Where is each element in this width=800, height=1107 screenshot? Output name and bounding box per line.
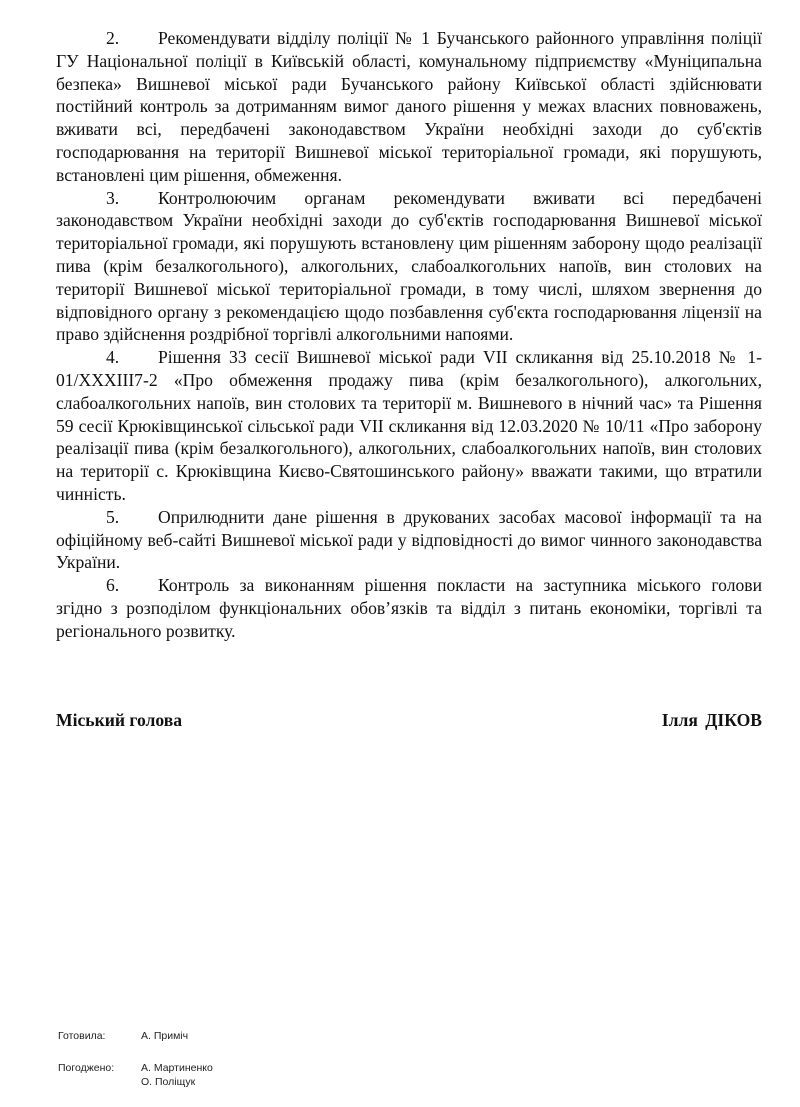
paragraph-text: Рекомендувати відділу поліції № 1 Бучанського районного управління поліції ГУ Національної поліції в Київській області, комунальному підприємству «Муніципальна безпека» Вишневої міської ради Бучанського району Київської області здійснювати постійний контроль за дотриманням вимог даного рішення у межах власних повноважень, вживати всі, передбачені законодавством України необхідні заходи до суб'єктів господарювання на території Вишневої міської територіальної громади, які порушують, встановлені цим рішення, обмеження. [56, 28, 762, 185]
paragraph-5 [56, 506, 762, 574]
paragraph-text: Контролюючим органам рекомендувати вживати всі передбачені законодавством України необхідні заходи до суб'єктів господарювання Вишневої міської територіальної громади, які порушують встановлену цим рішенням заборону щодо реалізації пива (крім безалкогольного), алкогольних, слабоалкогольних напоїв, вин столових на території Вишневої міської територіальної громади, в тому числі, шляхом звернення до відповідного органу з рекомендацією щодо позбавлення суб'єкта господарювання ліцензії на право здійснення роздрібної торгівлі алкогольними напоями. [56, 187, 762, 345]
decision-body [56, 27, 762, 643]
paragraph-text: Рішення 33 сесії Вишневої міської ради VII скликання від 25.10.2018 № 1-01/XXXIII7-2 «Про обмеження продажу пива (крім безалкогольного), алкогольних, слабоалкогольних напоїв, вин столових та території м. Вишневого в нічний час» та Рішення 59 сесії Крюківщинської сільської ради VII скликання від 12.03.2020 № 10/11 «Про заборону реалізації пива (крім безалкогольного), алкогольних, слабоалкогольних напоїв, вин столових на території с. Крюківщина Києво-Святошинського району» вважати такими, що втратили чинність. [56, 347, 762, 504]
signatory-position: Міський голова [56, 710, 183, 730]
agreed-label: Погоджено: [58, 1062, 115, 1074]
prepared-row [58, 1029, 458, 1043]
paragraph-text: Контроль за виконанням рішення покласти на заступника міського голови згідно з розподілом функціональних обов’язків та відділ з питань економіки, торгівлі та регіонального розвитку. [56, 575, 762, 641]
agreed-by-2: О. Поліщук [141, 1076, 196, 1088]
paragraph-number: 5. [106, 506, 120, 527]
paragraph-3 [56, 187, 762, 347]
agreed-row-2 [58, 1075, 458, 1089]
prepared-by: А. Приміч [141, 1030, 189, 1042]
paragraph-6 [56, 574, 762, 642]
paragraph-4 [56, 346, 762, 506]
paragraph-text: Оприлюднити дане рішення в друкованих засобах масової інформації та на офіційному веб-сайті Вишневої міської ради у відповідності до вимог чинного законодавства України. [56, 506, 762, 573]
agreed-by-1: А. Мартиненко [141, 1062, 213, 1074]
paragraph-number: 3. [106, 187, 120, 208]
paragraph-2 [56, 27, 762, 187]
signatory-name: Ілля ДІКОВ [661, 710, 762, 730]
approval-footer [58, 1029, 458, 1089]
prepared-label: Готовила: [58, 1030, 106, 1042]
paragraph-number: 6. [106, 575, 120, 596]
signature-block [56, 708, 762, 734]
paragraph-number: 4. [106, 347, 120, 368]
agreed-row [58, 1061, 458, 1075]
paragraph-number: 2. [106, 28, 120, 48]
